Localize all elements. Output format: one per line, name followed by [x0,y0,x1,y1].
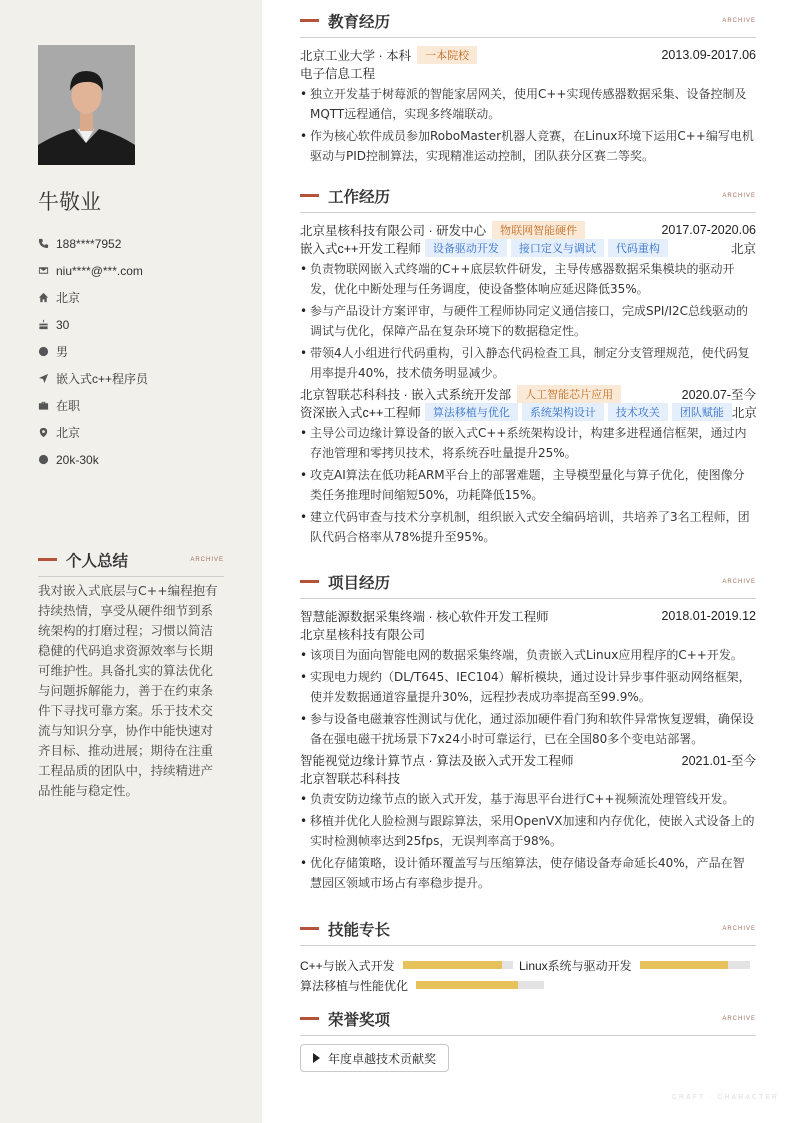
job-skill-tag: 设备驱动开发 [425,239,507,257]
job-bullet: • 负责物联网嵌入式终端的C++底层软件研发，主导传感器数据采集模块的驱动开发，优化中断处理与任务调度，使设备整体响应延迟降低35%。 [300,259,756,299]
job-bullet: • 参与产品设计方案评审，与硬件工程师协同定义通信接口，完成SPI/I2C总线驱动的调试与优化，保障产品在复杂环境下的数据稳定性。 [300,301,756,341]
location-icon [38,427,56,438]
job-industry-tag: 人工智能芯片应用 [517,385,621,403]
summary-text: 我对嵌入式底层与C++编程抱有持续热情，享受从硬件细节到系统架构的打磨过程；习惯以简洁稳健的代码追求资源效率与长期可维护性。具备扎实的算法优化与问题拆解能力，善于在约束条件下寻找可靠方案。乐于技术交流与知识分享，协作中能快速对齐目标、推动进展；期待在注重工程品质的团队中，持续精进产品性能与稳定性。 [38,583,218,798]
skill-name: 算法移植与性能优化 [300,978,409,993]
job-bullet: • 带领4人小组进行代码重构，引入静态代码检查工具，制定分支管理规范，使代码复用率提升40%，技术债务明显减少。 [300,343,756,383]
job-role: 资深嵌入式c++工程师 [300,406,421,420]
info-row-location [38,419,238,446]
job-skill-tag: 技术攻关 [608,403,668,421]
project-date: 2018.01-2019.12 [661,609,756,623]
job-company: 北京星核科技有限公司 · 研发中心 [300,224,487,238]
project-date: 2021.01-至今 [681,754,756,768]
project-bullet: • 优化存储策略，设计循环覆盖写与压缩算法，使存储设备寿命延长40%，产品在智慧园区领域市场占有率稳步提升。 [300,853,756,893]
info-row-phone [38,230,238,257]
project-bullet: • 移植并优化人脸检测与跟踪算法，采用OpenVX加速和内存优化，使嵌入式设备上的实时检测帧率达到25fps，无误判率高于98%。 [300,811,756,851]
info-salary: 20k-30k [56,452,99,467]
job-skill-tag: 接口定义与调试 [511,239,604,257]
candidate-name: 牛敬业 [38,190,101,214]
education-school-line [300,46,756,64]
awards-title: 荣誉奖项 [328,1010,391,1029]
summary-title: 个人总结 [66,551,129,570]
skills-row [300,955,756,975]
archive-label: ARCHIVE [722,925,756,932]
awards-section [300,1002,756,1072]
job-city: 北京 [730,242,756,256]
info-phone: 188****7952 [56,236,122,251]
work-title: 工作经历 [328,187,391,206]
skill-bar [640,961,750,969]
play-triangle-icon [313,1053,320,1063]
skill-bar [416,981,544,989]
archive-label: ARCHIVE [722,1015,756,1022]
job-skill-tag: 代码重构 [608,239,668,257]
section-accent [300,194,319,197]
info-row-status [38,392,238,419]
job-bullet: • 建立代码审查与技术分享机制，组织嵌入式安全编码培训，共培养了3名工程师，团队代码合格率从78%提升至95%。 [300,507,756,547]
skill-bar-fill [416,981,518,989]
job-bullet: • 攻克AI算法在低功耗ARM平台上的部署难题，主导模型量化与算子优化，使图像分类任务推理时间缩短50%，功耗降低15%。 [300,465,756,505]
info-email: niu****@***.com [56,263,143,278]
email-icon [38,265,56,276]
footer-watermark: CRAFT · CHARACTER [672,1094,779,1101]
info-hometown: 北京 [56,291,81,305]
award-label: 年度卓越技术贡献奖 [328,1051,437,1066]
archive-label: ARCHIVE [190,556,224,563]
job-company-line [300,221,756,239]
cake-icon [38,319,56,330]
info-row-home [38,284,238,311]
info-row-age [38,311,238,338]
job-role-line [300,239,756,257]
section-accent [300,927,319,930]
project-company: 北京星核科技有限公司 [300,628,426,642]
section-accent [300,580,319,583]
sidebar [0,0,262,1123]
education-major: 电子信息工程 [300,67,376,81]
skill-bar [403,961,513,969]
education-school: 北京工业大学 · 本科 [300,49,412,63]
info-row-gender [38,338,238,365]
skills-header [300,912,756,946]
job-skill-tag: 算法移植与优化 [425,403,518,421]
project-bullet: • 该项目为面向智能电网的数据采集终端，负责嵌入式Linux应用程序的C++开发。 [300,645,756,665]
skill-name: C++与嵌入式开发 [300,958,395,973]
person-icon [38,346,56,357]
job-date: 2017.07-2020.06 [661,223,756,237]
archive-label: ARCHIVE [722,192,756,199]
award-toggle-button[interactable] [300,1044,449,1072]
section-accent [300,1017,319,1020]
work-section [300,179,756,549]
skill-name: Linux系统与驱动开发 [518,958,632,973]
job-skill-tag: 团队赋能 [672,403,732,421]
skills-row [300,975,756,995]
education-bullet: • 作为核心软件成员参加RoboMaster机器人竞赛，在Linux环境下运用C++编写电机驱动与PID控制算法，实现精准运动控制，团队获分区赛二等奖。 [300,126,756,166]
education-header [300,4,756,38]
skill-bar-fill [640,961,728,969]
skills-title: 技能专长 [328,920,391,939]
work-header [300,179,756,213]
info-row-position [38,365,238,392]
info-row-email [38,257,238,284]
education-tag: 一本院校 [417,46,477,64]
education-section [300,4,756,168]
projects-header [300,565,756,599]
job-city: 北京 [731,406,757,420]
info-row-salary [38,446,238,473]
education-title: 教育经历 [328,12,391,31]
contact-info-list [38,230,238,473]
awards-header [300,1002,756,1036]
briefcase-icon [38,400,56,411]
job-bullet: • 主导公司边缘计算设备的嵌入式C++系统架构设计，构建多进程通信框架，通过内存池管理和零拷贝技术，将系统吞吐量提升25%。 [300,423,756,463]
send-icon [38,373,56,384]
job-industry-tag: 物联网智能硬件 [492,221,585,239]
skills-section [300,912,756,995]
projects-title: 项目经历 [328,573,391,592]
info-age: 30 [56,317,70,332]
project-bullet: • 负责安防边缘节点的嵌入式开发，基于海思平台进行C++视频流处理管线开发。 [300,789,756,809]
project-bullet: • 参与设备电磁兼容性测试与优化，通过添加硬件看门狗和软件异常恢复逻辑，确保设备在强电磁干扰场景下7x24小时可靠运行，已在全国80多个变电站部署。 [300,709,756,749]
skill-bar-fill [403,961,502,969]
job-skill-tag: 系统架构设计 [522,403,604,421]
education-bullet: • 独立开发基于树莓派的智能家居网关，使用C++实现传感器数据采集、设备控制及MQTT远程通信，实现多终端联动。 [300,84,756,124]
archive-label: ARCHIVE [722,17,756,24]
section-accent [300,19,319,22]
info-position: 嵌入式c++程序员 [56,372,149,386]
job-role: 嵌入式c++开发工程师 [300,242,421,256]
project-name: 智慧能源数据采集终端 · 核心软件开发工程师 [300,610,549,624]
project-name: 智能视觉边缘计算节点 · 算法及嵌入式开发工程师 [300,754,574,768]
project-company: 北京智联芯科科技 [300,772,401,786]
info-gender: 男 [56,345,69,359]
job-date: 2020.07-至今 [681,388,756,402]
project-name-line [300,751,756,769]
summary-header [38,543,224,577]
info-status: 在职 [56,399,81,413]
money-icon [38,454,56,465]
job-company-line [300,385,756,403]
job-role-line [300,403,756,421]
profile-photo [38,45,135,165]
section-accent [38,558,57,561]
home-icon [38,292,56,303]
project-bullet: • 实现电力规约（DL/T645、IEC104）解析模块，通过设计异步事件驱动网络框架，使并发数据通道容量提升30%，远程抄表成功率提高至99.9%。 [300,667,756,707]
phone-icon [38,238,56,249]
projects-section [300,565,756,895]
job-company: 北京智联芯科科技 · 嵌入式系统开发部 [300,388,512,402]
info-location: 北京 [56,426,81,440]
education-date: 2013.09-2017.06 [661,48,756,62]
archive-label: ARCHIVE [722,578,756,585]
project-name-line [300,607,756,625]
